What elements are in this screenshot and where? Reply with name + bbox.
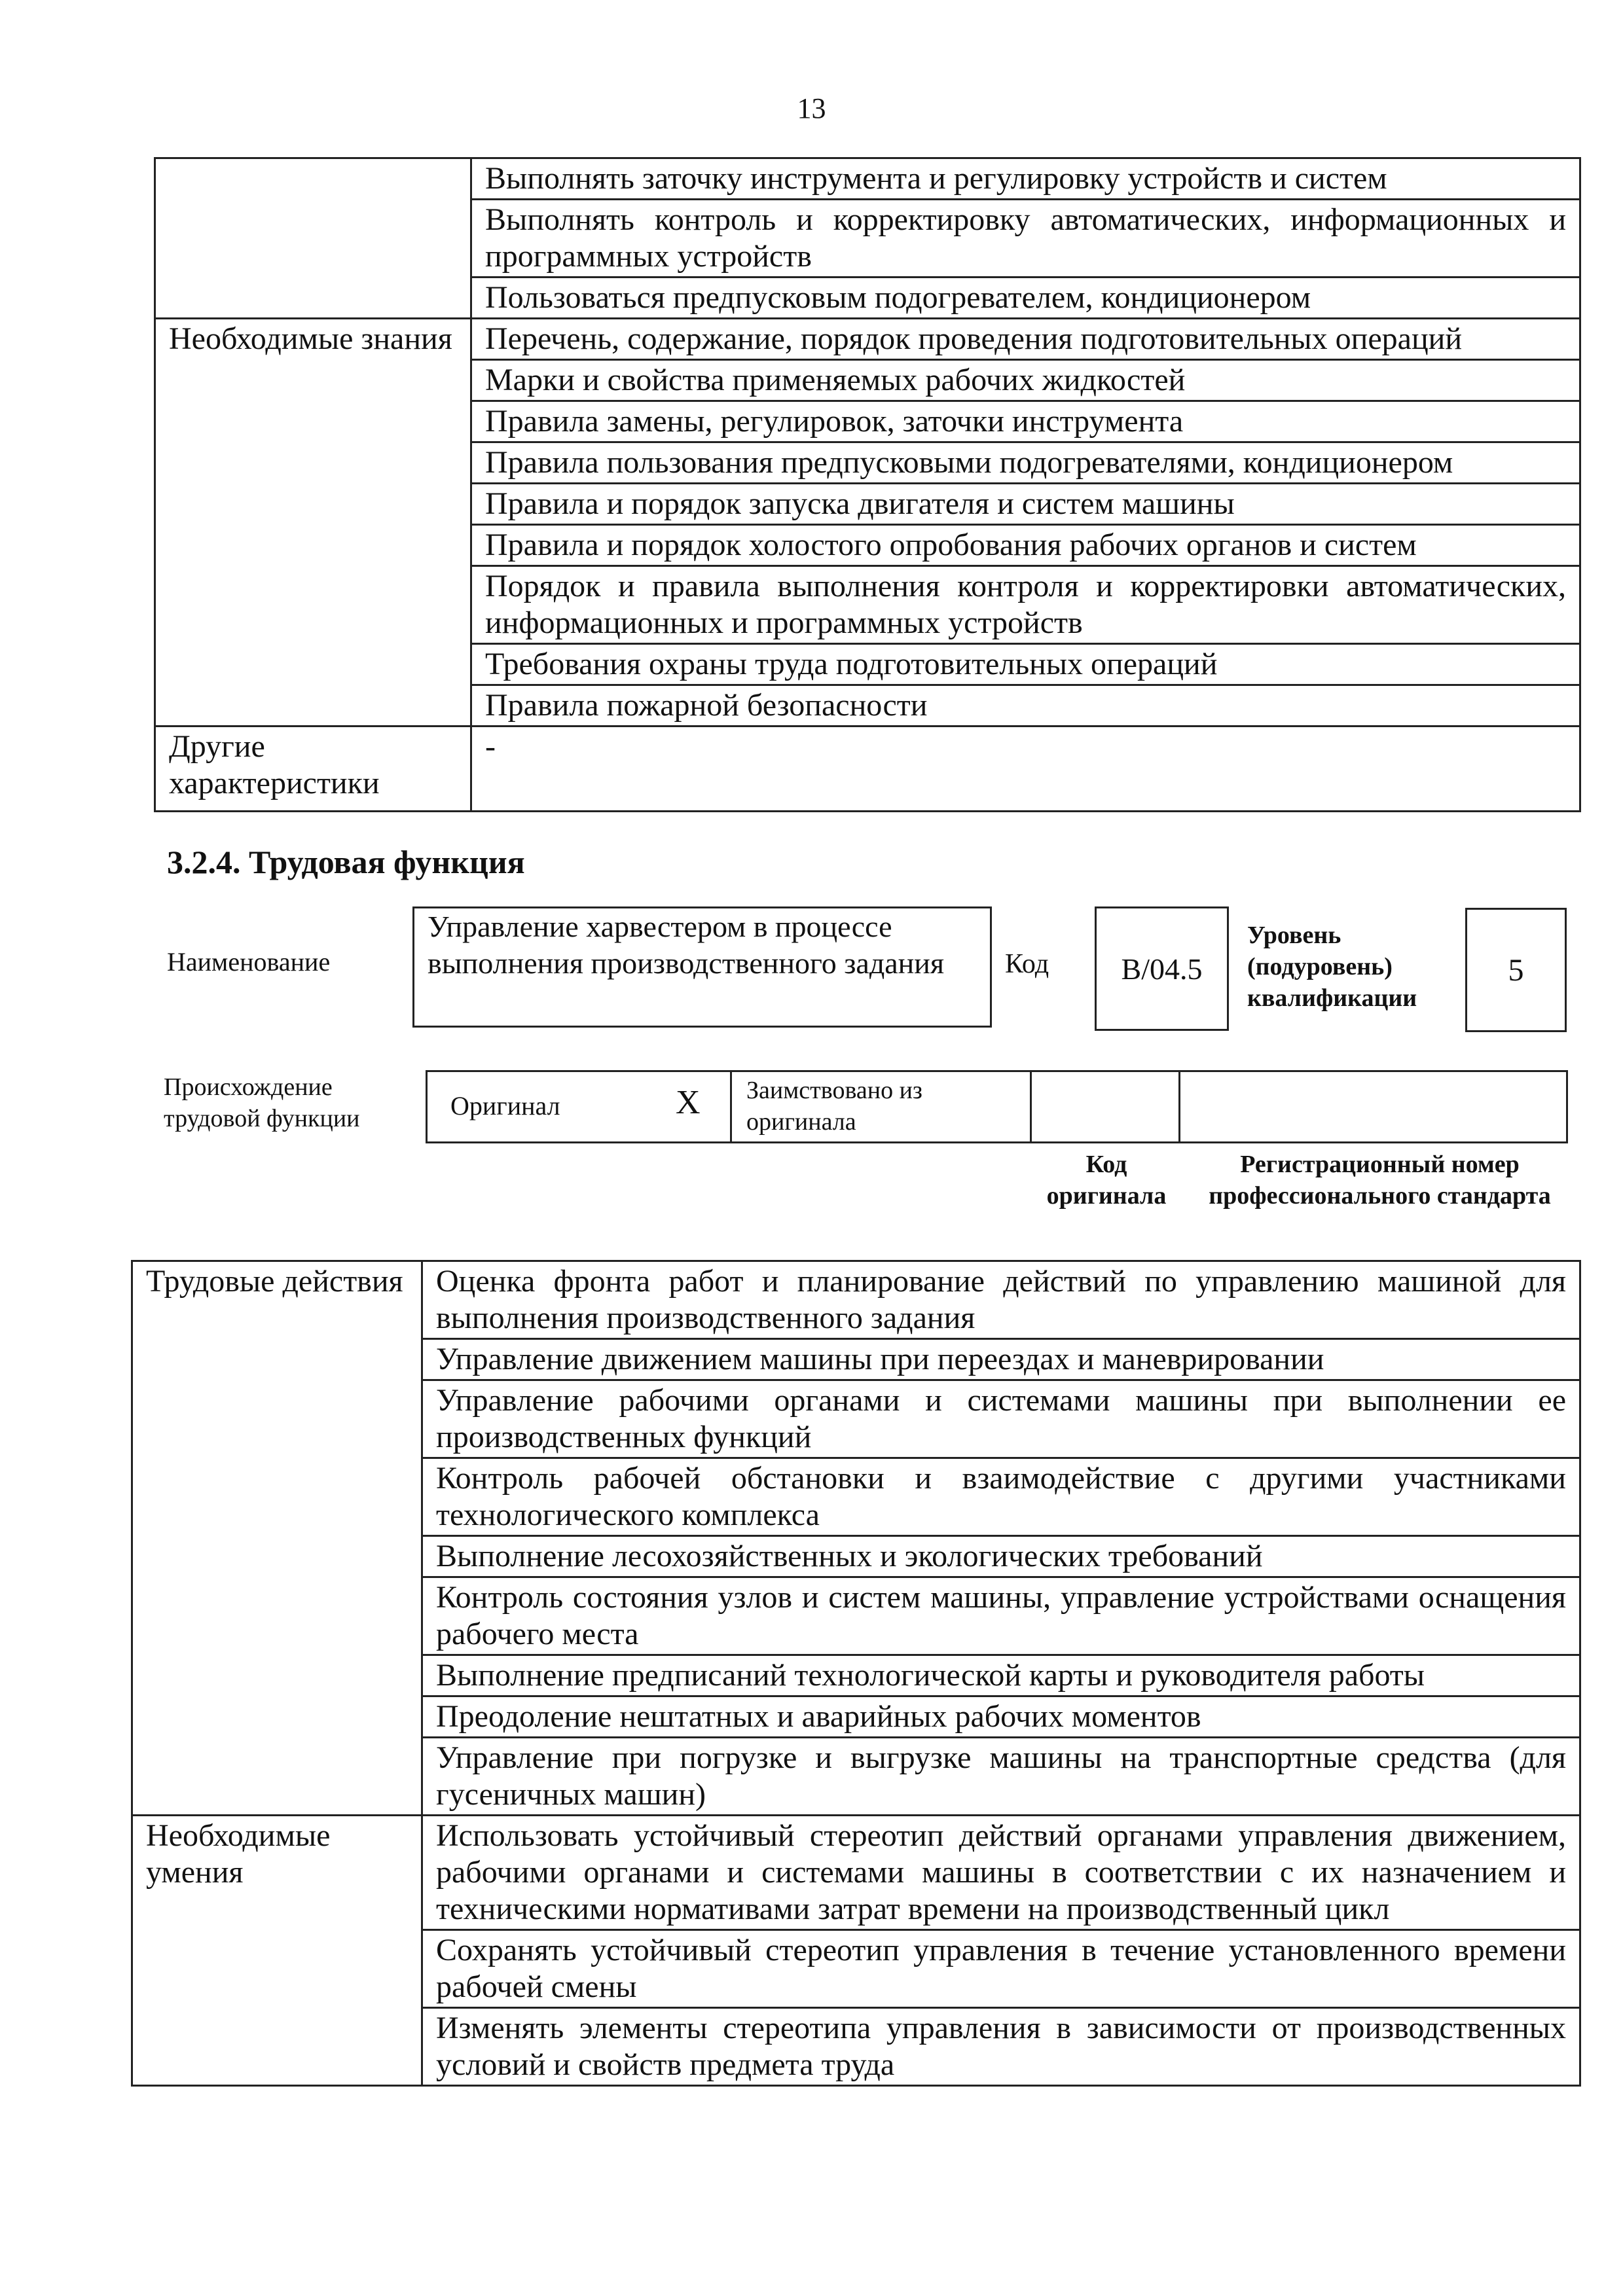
original-mark: X: [676, 1084, 701, 1121]
table-cell: Перечень, содержание, порядок проведения подготовительных операций: [471, 319, 1580, 360]
row-label: Трудовые действия: [132, 1261, 422, 1816]
name-label: Наименование: [167, 947, 331, 977]
table-cell: Контроль рабочей обстановки и взаимодействие с другими участниками технологического комплекса: [422, 1458, 1580, 1536]
code-caption: Код оригинала: [1046, 1151, 1167, 1210]
table-cell: Сохранять устойчивый стереотип управления в течение установленного времени рабочей смены: [422, 1930, 1580, 2008]
table-cell: Правила и порядок холостого опробования рабочих органов и систем: [471, 525, 1580, 566]
table-row: [155, 319, 1580, 360]
table-row: [155, 158, 1580, 200]
table-cell: Выполнение предписаний технологической карты и руководителя работы: [422, 1655, 1580, 1696]
table-cell: Управление рабочими органами и системами машины при выполнении ее производственных функций: [422, 1380, 1580, 1458]
table-cell: Преодоление нештатных и аварийных рабочих моментов: [422, 1696, 1580, 1738]
function-name-box: [412, 906, 992, 1028]
table-cell: Выполнять контроль и корректировку автоматических, информационных и программных устройств: [471, 200, 1580, 278]
table-cell: Оценка фронта работ и планирование действий по управлению машиной для выполнения производственного задания: [422, 1261, 1580, 1339]
row-label: Необходимые знания: [155, 319, 471, 726]
table-cell: Требования охраны труда подготовительных операций: [471, 644, 1580, 685]
table-cell: Использовать устойчивый стереотип действий органами управления движением, рабочими органами и системами машины в соответствии с их назначением и техническими нормативами затрат времени на производственный цикл: [422, 1816, 1580, 1930]
table-cell: Правила замены, регулировок, заточки инструмента: [471, 401, 1580, 442]
table-row: [155, 726, 1580, 812]
table-cell: Выполнять заточку инструмента и регулировку устройств и систем: [471, 158, 1580, 200]
row-label: [155, 158, 471, 319]
code-box: [1095, 906, 1229, 1031]
row-label: Другие характеристики: [155, 726, 471, 812]
reg-caption: Регистрационный номер профессионального стандарта: [1209, 1151, 1551, 1210]
table-row: [132, 1816, 1580, 1930]
level-label: Уровень (подуровень) квалификации: [1247, 922, 1417, 1012]
table-row: [132, 1261, 1580, 1339]
page-number: 13: [797, 92, 826, 124]
table-cell: Правила и порядок запуска двигателя и систем машины: [471, 484, 1580, 525]
table-cell: Правила пожарной безопасности: [471, 685, 1580, 726]
code-value: B/04.5: [1121, 952, 1203, 986]
divider: [730, 1070, 732, 1143]
table-cell: -: [471, 726, 1580, 812]
origin-label: Происхождение трудовой функции: [164, 1073, 360, 1132]
section-heading: 3.2.4. Трудовая функция: [167, 844, 525, 880]
level-value: 5: [1508, 952, 1524, 988]
borrowed-label: Заимствовано из оригинала: [746, 1077, 922, 1136]
original-label: Оригинал: [450, 1091, 560, 1121]
table-cell: Марки и свойства применяемых рабочих жидкостей: [471, 360, 1580, 401]
table-cell: Управление при погрузке и выгрузке машины на транспортные средства (для гусеничных машин): [422, 1738, 1580, 1816]
table-cell: Управление движением машины при переездах и маневрировании: [422, 1339, 1580, 1380]
table-cell: Правила пользования предпусковыми подогревателями, кондиционером: [471, 442, 1580, 484]
skills-knowledge-table: [154, 157, 1581, 812]
row-label: Необходимые умения: [132, 1816, 422, 2086]
function-name: Управление харвестером в процессе выполнения производственного задания: [428, 910, 945, 980]
level-box: [1465, 908, 1567, 1032]
actions-skills-table: [131, 1260, 1581, 2087]
divider: [1030, 1070, 1032, 1143]
divider: [1178, 1070, 1180, 1143]
table-cell: Пользоваться предпусковым подогревателем, кондиционером: [471, 278, 1580, 319]
table-cell: Изменять элементы стереотипа управления в зависимости от производственных условий и свойств предмета труда: [422, 2008, 1580, 2086]
table-cell: Порядок и правила выполнения контроля и корректировки автоматических, информационных и программных устройств: [471, 566, 1580, 644]
code-label: Код: [1005, 949, 1049, 979]
table-cell: Контроль состояния узлов и систем машины, управление устройствами оснащения рабочего места: [422, 1577, 1580, 1655]
table-cell: Выполнение лесохозяйственных и экологических требований: [422, 1536, 1580, 1577]
